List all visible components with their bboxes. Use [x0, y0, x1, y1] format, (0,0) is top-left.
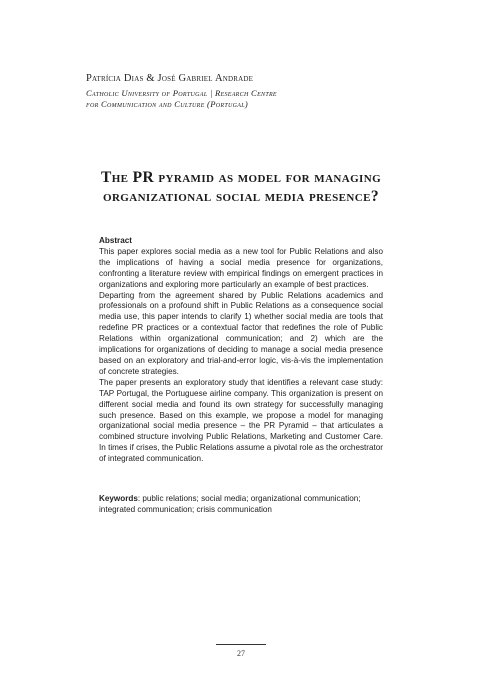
abstract-paragraph-2: Departing from the agreement shared by Public Relations academics and professionals on a profound shift in Public Relations as a consequence social media use, this paper intends to clarify 1) whether social media are tools that redefine PR practices or a contextual factor that redefines the role of Public Relations within organizational communication; and 2) which are the implications for organizations of deciding to manage a social media presence based on an exploratory and trial-and-error logic, vis-à-vis the implementation of concrete strategies. — [99, 290, 383, 376]
abstract-paragraph-3: The paper presents an exploratory study that identifies a relevant case study: TAP Portugal, the Portuguese airline company. This organization is present on different social media and found its own strategy for successfully managing such presence. Based on this example, we propose a model for managing organizational social media presence – the PR Pyramid – that articulates a combined structure involving Public Relations, Marketing and Customer Care. In times if crises, the Public Relations assume a pivotal role as the orchestrator of integrated communication. — [99, 377, 383, 464]
footer-rule — [216, 644, 266, 645]
affiliation-line-1: Catholic University of Portugal | Research Centre — [86, 88, 277, 98]
author-names: Patrícia Dias & José Gabriel Andrade — [86, 73, 254, 84]
page-number: 27 — [237, 649, 245, 658]
paper-title-line-1: The PR pyramid as model for managing — [100, 169, 382, 186]
abstract-heading: Abstract — [99, 236, 132, 245]
keywords-section — [99, 494, 383, 516]
abstract-paragraph-1: This paper explores social media as a new tool for Public Relations and also the implications of having a social media presence for organizations, confronting a literature review with empirical findings on emergent practices in organizations and exploring more particularly an example of best practices. — [99, 246, 383, 289]
affiliation-line-2: for Communication and Culture (Portugal) — [86, 99, 249, 109]
paper-title-line-2: organizational social media presence? — [102, 188, 379, 205]
keywords-label: Keywords — [99, 494, 138, 503]
keywords-text: : public relations; social media; organizational communication; integrated communication; crisis communication — [99, 494, 361, 514]
abstract-section — [99, 236, 383, 465]
